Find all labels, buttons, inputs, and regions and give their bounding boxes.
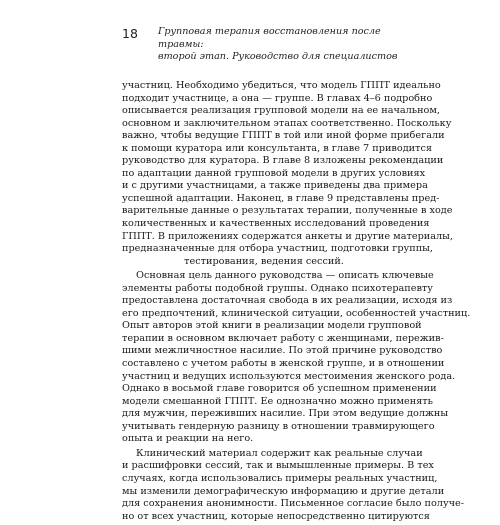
text-line: Основная цель данного руководства — описать ключевые bbox=[136, 270, 434, 282]
paragraph bbox=[122, 80, 453, 268]
body-text bbox=[122, 80, 471, 525]
text-line: случаях, когда использовались примеры реальных участниц, bbox=[122, 472, 438, 484]
text-line: модели смешанной ГППТ. Ее однозначно можно применять bbox=[122, 395, 433, 407]
text-line: подходит участнице, а она — группе. В главах 4–6 подробно bbox=[122, 92, 433, 104]
text-line: предназначенные для отбора участниц, подготовки группы, bbox=[122, 243, 433, 255]
text-line: успешной адаптации. Наконец, в главе 9 представлены пред- bbox=[122, 192, 440, 204]
text-line: Однако в восьмой главе говорится об успешном применении bbox=[122, 383, 437, 395]
text-line: мы изменили демографическую информацию и другие детали bbox=[122, 485, 445, 497]
text-line: по адаптации данной групповой модели в других условиях bbox=[122, 167, 426, 179]
text-line: важно, чтобы ведущие ГППТ в той или иной форме прибегали bbox=[122, 130, 445, 142]
text-line: участниц. Необходимо убедиться, что модель ГППТ идеально bbox=[122, 80, 441, 91]
text-line: тестирования, ведения сессий. bbox=[184, 255, 344, 267]
text-line: основном и заключительном этапах соответственно. Поскольку bbox=[122, 117, 452, 129]
text-line: описывается реализация групповой модели на ее начальном, bbox=[122, 105, 440, 117]
running-head bbox=[158, 26, 420, 64]
text-line: его предпочтений, клинической ситуации, особенностей участниц. bbox=[122, 307, 471, 319]
text-line: ГППТ. В приложениях содержатся анкеты и другие материалы, bbox=[122, 230, 453, 242]
paragraph bbox=[122, 270, 471, 446]
text-line: шими межличностное насилие. По этой причине руководство bbox=[122, 345, 443, 357]
text-line: к помощи куратора или консультанта, в главе 7 приводится bbox=[122, 142, 433, 154]
running-head-line-1: Групповая терапия восстановления после травмы: bbox=[158, 26, 381, 50]
text-line: элементы работы подобной группы. Однако психотерапевту bbox=[122, 282, 433, 294]
text-line: но от всех участниц, которые непосредственно цитируются bbox=[122, 510, 430, 522]
text-line: участниц и ведущих используются местоимения женского рода. bbox=[122, 370, 456, 382]
text-line: опыта и реакции на него. bbox=[122, 433, 254, 445]
text-line: руководство для куратора. В главе 8 изложены рекомендации bbox=[122, 155, 444, 167]
text-line: варительные данные о результатах терапии, полученные в ходе bbox=[122, 205, 453, 217]
text-line: Опыт авторов этой книги в реализации модели групповой bbox=[122, 320, 422, 332]
text-line: Клинический материал содержит как реальные случаи bbox=[136, 447, 423, 459]
text-line: и с другими участницами, а также приведены два примера bbox=[122, 180, 428, 192]
paragraph bbox=[122, 447, 465, 523]
text-line: для сохранения анонимности. Письменное согласие было получе- bbox=[122, 498, 465, 510]
running-head-line-2: второй этап. Руководство для специалистов bbox=[158, 51, 398, 62]
text-line: учитывать гендерную разницу в отношении травмирующего bbox=[122, 420, 435, 432]
text-line: количественных и качественных исследований проведения bbox=[122, 218, 430, 230]
text-line: предоставлена достаточная свобода в их реализации, исходя из bbox=[122, 295, 453, 307]
text-line: для мужчин, переживших насилие. При этом ведущие должны bbox=[122, 408, 449, 420]
text-line: и расшифровки сессий, так и вымышленные примеры. В тех bbox=[122, 460, 434, 472]
text-line: составлено с учетом работы в женской группе, и в отношении bbox=[122, 358, 445, 370]
text-line: терапии в основном включает работу с женщинами, пережив- bbox=[122, 332, 444, 344]
page-number: 18 bbox=[122, 26, 138, 41]
